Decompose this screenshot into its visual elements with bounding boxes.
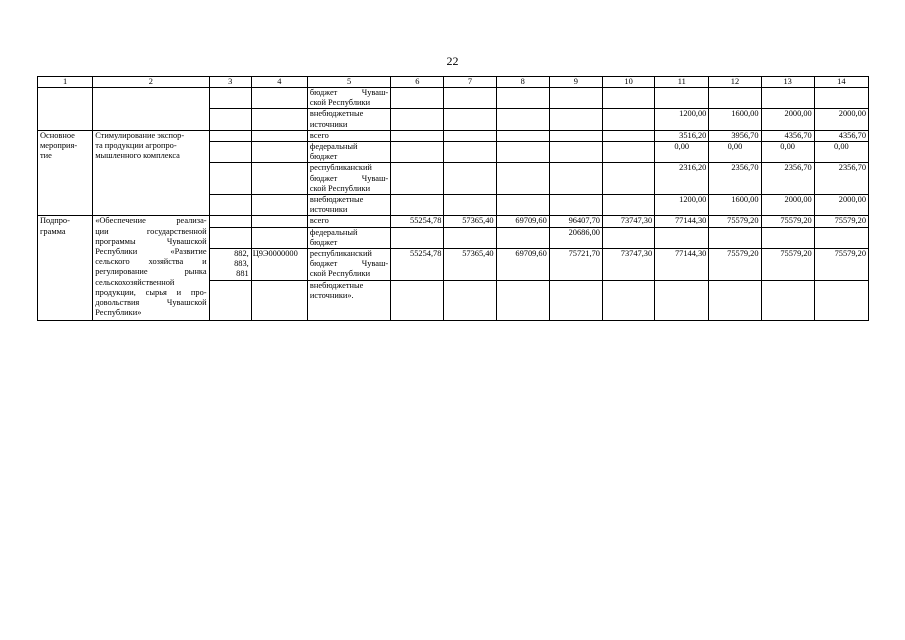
source-line: бюджет Чуваш- [309,259,389,269]
value-cell: 2356,70 [761,163,814,195]
value-cell: 75579,20 [814,216,868,227]
title-line: «Обеспечение реализа- [95,216,207,226]
type-line: Подпро- [40,216,70,226]
value-cell: 2000,00 [761,109,814,130]
source-line: бюджет [309,152,338,162]
value-cell: 96407,70 [549,216,602,227]
cell-source [307,280,390,320]
source-line: ской Республики [309,269,371,279]
cell-source [307,249,390,281]
source-line: федеральный [309,142,358,152]
value-cell: 75579,20 [709,249,761,281]
header-cell: 4 [251,77,307,88]
cell-type [38,88,93,131]
value-cell [709,227,761,248]
value-cell: 73747,30 [602,249,654,281]
source-line: ской Республики [309,183,371,193]
source-line: бюджет [309,237,338,247]
value-cell: 57365,40 [444,249,496,281]
value-cell: 1600,00 [709,109,761,130]
value-cell: 2000,00 [814,195,868,216]
budget-table [37,76,869,321]
value-cell: 75579,20 [709,216,761,227]
title-line: программы Чувашской [95,236,207,246]
value-cell: 0,00 [655,142,709,163]
value-cell: 1600,00 [709,195,761,216]
value-cell: 55254,78 [391,216,444,227]
cell-target-code: Ц9Э0000000 [251,249,307,281]
source-line: источники [309,119,348,129]
header-cell: 6 [391,77,444,88]
cell-source [307,216,390,227]
type-line: Основное [40,130,75,140]
value-cell: 1200,00 [655,109,709,130]
value-cell: 73747,30 [602,216,654,227]
header-cell: 12 [709,77,761,88]
value-cell: 75579,20 [814,249,868,281]
title-line: сельского хозяйства и [95,257,207,267]
code-line: 881 [236,269,249,279]
value-cell [814,227,868,248]
value-cell: 77144,30 [655,216,709,227]
value-cell: 69709,60 [496,249,549,281]
title-line: та продукции агропро- [95,141,177,151]
value-cell: 75579,20 [761,216,814,227]
cell-code [251,109,307,130]
title-line: мышленного комплекса [95,151,180,161]
cell-source [307,142,390,163]
cell-source [307,109,390,130]
value-cell: 75579,20 [761,249,814,281]
cell-ministry-codes [209,249,251,281]
source-line: внебюджетные [309,195,364,205]
cell-title [93,130,209,216]
source-line: источники [309,205,348,215]
value-cell: 2356,70 [709,163,761,195]
value-cell: 69709,60 [496,216,549,227]
value-cell: 3516,20 [655,130,709,141]
value-cell: 1200,00 [655,195,709,216]
header-row [38,77,869,88]
cell-source [307,195,390,216]
value-cell: 0,00 [814,142,868,163]
value-cell [761,227,814,248]
table-row [38,88,869,109]
value-cell: 77144,30 [655,249,709,281]
source-line: всего [309,216,329,226]
cell-code [251,88,307,109]
value-cell: 0,00 [761,142,814,163]
cell-source [307,227,390,248]
source-line: ской Республики [309,98,371,108]
value-cell: 4356,70 [761,130,814,141]
title-line: сельскохозяйственной [95,277,175,287]
table-row [38,216,869,227]
value-cell: 2316,20 [655,163,709,195]
value-cell [655,227,709,248]
value-cell: 57365,40 [444,216,496,227]
header-cell: 10 [602,77,654,88]
source-line: федеральный [309,227,358,237]
code-line: 882, [234,249,249,259]
title-line: продукции, сырья и про- [95,287,207,297]
value-cell: 2000,00 [814,109,868,130]
value-cell [602,227,654,248]
cell-code [209,109,251,130]
value-cell: 0,00 [709,142,761,163]
title-line: ции государственной [95,226,207,236]
cell-source [307,130,390,141]
cell-title [93,88,209,131]
value-cell: 2356,70 [814,163,868,195]
source-line: бюджет Чуваш- [309,88,389,97]
title-line: Республики» [95,308,142,318]
title-line: Стимулирование экспор- [95,130,185,140]
title-line: довольствия Чувашской [95,298,207,308]
header-cell: 9 [549,77,602,88]
source-line: республиканский [309,249,372,259]
source-line: всего [309,130,329,140]
table-row [38,130,869,141]
header-cell: 2 [93,77,209,88]
cell-source [307,163,390,195]
header-cell: 14 [814,77,868,88]
value-cell: 2000,00 [761,195,814,216]
source-line: внебюджетные [309,109,364,119]
cell-title [93,216,209,320]
value-cell [391,227,444,248]
page-number: 22 [446,54,459,68]
cell-type [38,130,93,216]
cell-code [209,88,251,109]
title-line: регулирование рынка [95,267,207,277]
header-cell: 1 [38,77,93,88]
header-cell: 5 [307,77,390,88]
type-line: мероприя- [40,141,78,151]
header-cell: 13 [761,77,814,88]
cell-type [38,216,93,320]
value-cell: 55254,78 [391,249,444,281]
code-line: 883, [234,259,249,269]
header-cell: 8 [496,77,549,88]
header-cell: 11 [655,77,709,88]
title-line: Республики «Развитие [95,247,207,257]
value-cell: 3956,70 [709,130,761,141]
source-line: источники». [309,290,354,300]
cell-source [307,88,390,109]
type-line: грамма [40,226,66,236]
type-line: тие [40,151,52,161]
source-line: бюджет Чуваш- [309,173,389,183]
value-cell: 4356,70 [814,130,868,141]
value-cell [444,227,496,248]
value-cell: 75721,70 [549,249,602,281]
value-cell [496,227,549,248]
value-cell: 20686,00 [549,227,602,248]
header-cell: 7 [444,77,496,88]
source-line: внебюджетные [309,280,364,290]
header-cell: 3 [209,77,251,88]
source-line: республиканский [309,163,372,173]
